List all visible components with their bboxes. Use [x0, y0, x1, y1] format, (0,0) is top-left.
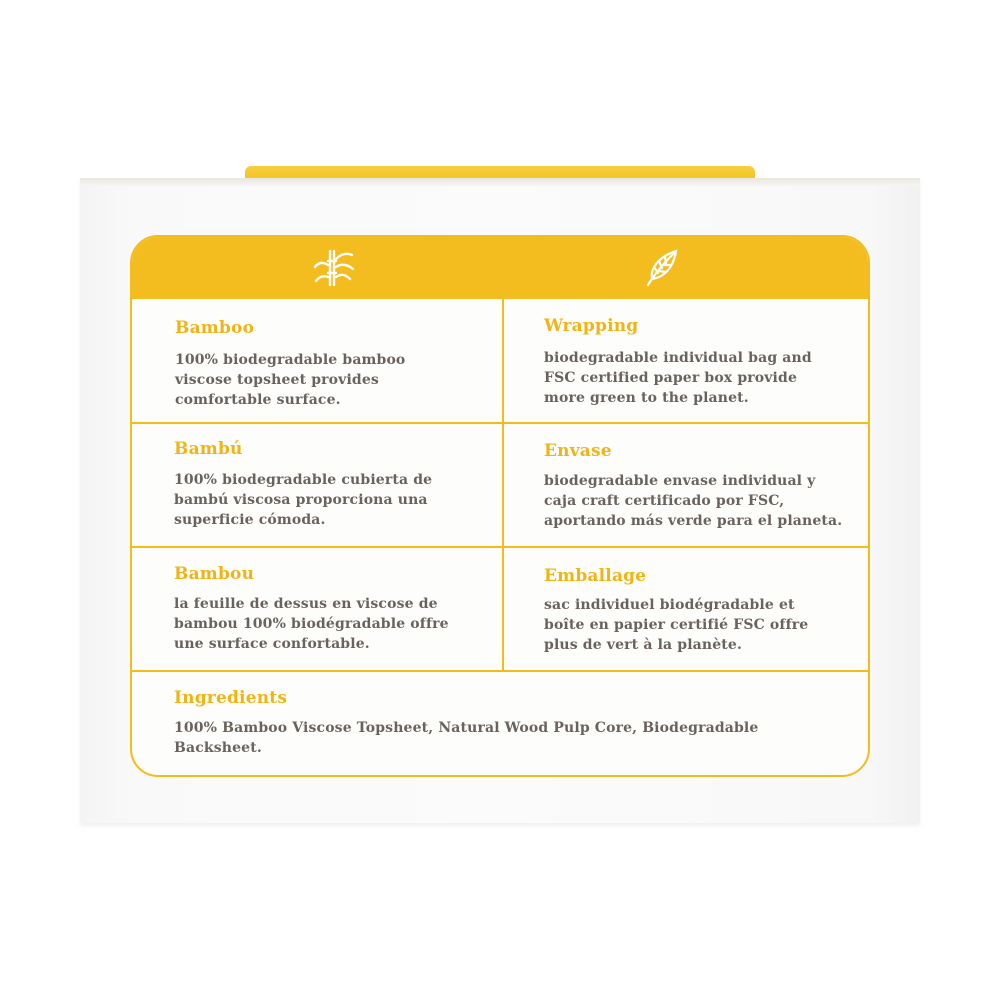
emballage-title: Emballage — [544, 566, 647, 586]
column-divider — [502, 299, 504, 672]
envase-title: Envase — [544, 441, 612, 461]
bambu-description: 100% biodegradable cubierta de bambú viscosa proporciona una superficie cómoda. — [174, 472, 433, 528]
bamboo-description: 100% biodegradable bamboo viscose topsheet provides comfortable surface. — [175, 352, 406, 408]
bamboo-icon — [312, 247, 356, 289]
info-panel — [130, 235, 870, 777]
bamboo-title: Bamboo — [175, 318, 255, 338]
emballage-description: sac individuel biodégradable et boîte en papier certifié FSC offre plus de vert à la planète. — [544, 597, 809, 653]
bambu-title: Bambú — [174, 439, 243, 459]
bambou-title: Bambou — [174, 564, 255, 584]
box-top-edge — [80, 178, 920, 186]
row-divider — [132, 422, 868, 424]
leaf-icon — [640, 247, 684, 289]
wrapping-description: biodegradable individual bag and FSC certified paper box provide more green to the planet. — [544, 350, 812, 406]
bambou-description: la feuille de dessus en viscose de bambou 100% biodégradable offre une surface confortable. — [174, 596, 449, 652]
envase-description: biodegradable envase individual y caja craft certificado por FSC, aportando más verde para el planeta. — [544, 473, 843, 529]
row-divider — [132, 546, 868, 548]
row-divider — [132, 670, 868, 672]
ingredients-description: 100% Bamboo Viscose Topsheet, Natural Wood Pulp Core, Biodegradable Backsheet. — [174, 720, 759, 756]
ingredients-title: Ingredients — [174, 688, 288, 708]
panel-header — [132, 237, 868, 299]
wrapping-title: Wrapping — [544, 316, 639, 336]
